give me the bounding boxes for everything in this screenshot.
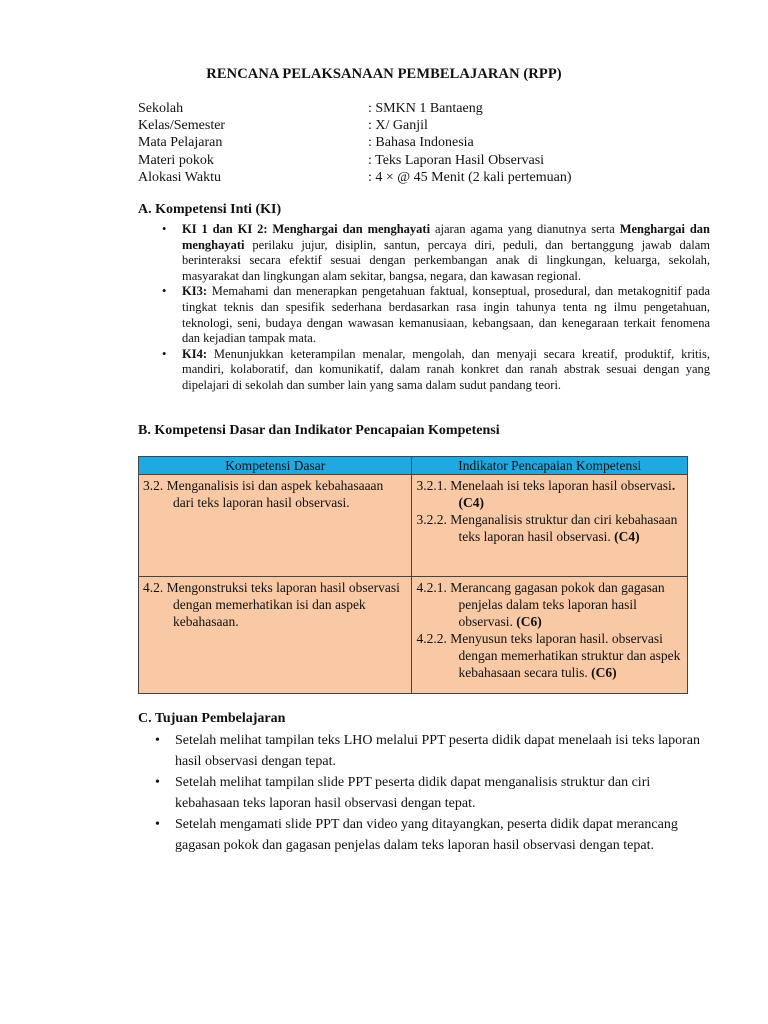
indicator-item bbox=[416, 630, 683, 681]
ki4-item bbox=[160, 347, 710, 394]
ki3-item bbox=[160, 284, 710, 346]
ki12-bold2: Menghargai dan menghayati bbox=[182, 222, 710, 252]
document-title: RENCANA PELAKSANAAN PEMBELAJARAN (RPP) bbox=[206, 66, 562, 82]
list-item bbox=[155, 814, 715, 856]
col-header-indicator: Indikator Pencapaian Kompetensi bbox=[412, 457, 688, 475]
kd-text: 3.2. Menganalisis isi dan aspek kebahasaaan dari teks laporan hasil observasi. bbox=[143, 478, 384, 510]
ki12-text1: ajaran agama yang dianutnya serta bbox=[430, 222, 620, 236]
indicator-cell bbox=[412, 475, 688, 577]
indicator-item bbox=[416, 579, 683, 630]
info-label: Kelas/Semester bbox=[138, 118, 226, 134]
info-value: : Teks Laporan Hasil Observasi bbox=[368, 152, 545, 168]
table-row bbox=[139, 475, 688, 577]
ki3-text: Memahami dan menerapkan pengetahuan faktual, konseptual, prosedural, dan metakognitif pada tingkat teknis dan spesifik sederhana berdasarkan rasa ingin tahunya tenta ng ilmu pengetahuan, teknologi, seni, budaya dengan wawasan kemanusiaan, kebangsaan, dan kenegaraan terkait fenomena dan kejadian tampak mata. bbox=[182, 284, 710, 346]
list-item bbox=[155, 730, 715, 772]
section-c-heading: C. Tujuan Pembelajaran bbox=[138, 711, 286, 726]
objective-text: Setelah mengamati slide PPT dan video yang ditayangkan, peserta didik dapat merancang gagasan pokok dan gagasan penjelas dalam teks laporan hasil observasi dengan tepat. bbox=[175, 817, 678, 853]
bullet-icon: • bbox=[155, 733, 160, 748]
indicator-text: 4.2.2. Menyusun teks laporan hasil. observasi dengan memerhatikan struktur dan aspek kebahasaan secara tulis. bbox=[416, 631, 681, 680]
ki12-item bbox=[160, 222, 710, 284]
kd-text: 4.2. Mengonstruksi teks laporan hasil observasi dengan memerhatikan isi dan aspek kebahasaan. bbox=[143, 580, 400, 629]
ki4-text: Menunjukkan keterampilan menalar, mengolah, dan menyaji secara kreatif, produktif, kritis, mandiri, kolaboratif, dan komunikatif, dalam ranah konkret dan ranah abstrak sesuai dengan yang dipelajari di sekolah dan sumber lain yang sama dalam sudut pandang teori. bbox=[182, 346, 710, 392]
info-value: : X/ Ganjil bbox=[368, 118, 428, 134]
indicator-item bbox=[416, 477, 683, 511]
bullet-icon: • bbox=[162, 284, 167, 299]
info-value: : Bahasa Indonesia bbox=[368, 135, 474, 151]
indicator-level: . (C4) bbox=[458, 478, 676, 510]
info-label: Alokasi Waktu bbox=[138, 169, 221, 185]
kd-cell bbox=[139, 475, 412, 577]
bullet-icon: • bbox=[155, 775, 160, 790]
indicator-level: (C4) bbox=[614, 529, 640, 544]
indicator-level: (C6) bbox=[516, 614, 542, 629]
ki4-bold: KI4: bbox=[182, 346, 207, 361]
objectives-list bbox=[155, 730, 715, 856]
list-item bbox=[155, 772, 715, 814]
bullet-icon: • bbox=[162, 222, 167, 236]
col-header-kd: Kompetensi Dasar bbox=[139, 457, 412, 475]
objective-text: Setelah melihat tampilan slide PPT peserta didik dapat menganalisis struktur dan ciri kebahasaan teks laporan hasil observasi dengan tepat. bbox=[175, 775, 651, 811]
indicator-cell bbox=[412, 577, 688, 694]
kd-cell bbox=[139, 577, 412, 694]
indicator-level: (C6) bbox=[591, 665, 617, 680]
indicator-text: 3.2.1. Menelaah isi teks laporan hasil observasi bbox=[416, 478, 672, 493]
table-header-row bbox=[139, 457, 688, 475]
indicator-text: 4.2.1. Merancang gagasan pokok dan gagasan penjelas dalam teks laporan hasil observasi. bbox=[416, 580, 665, 629]
table-row bbox=[139, 577, 688, 694]
bullet-icon: • bbox=[162, 346, 167, 361]
info-label: Materi pokok bbox=[138, 152, 214, 168]
section-a-heading: A. Kompetensi Inti (KI) bbox=[138, 202, 282, 217]
ki12-bold1: KI 1 dan KI 2: Menghargai dan menghayati bbox=[182, 222, 431, 236]
competency-table bbox=[138, 456, 688, 694]
indicator-text: 3.2.2. Menganalisis struktur dan ciri kebahasaan teks laporan hasil observasi. bbox=[416, 512, 678, 544]
section-b-heading: B. Kompetensi Dasar dan Indikator Pencapaian Kompetensi bbox=[138, 423, 500, 438]
info-label: Mata Pelajaran bbox=[138, 135, 223, 151]
ki3-bold: KI3: bbox=[182, 284, 207, 299]
info-label: Sekolah bbox=[138, 101, 184, 116]
bullet-icon: • bbox=[155, 817, 160, 832]
indicator-item bbox=[416, 511, 683, 545]
ki12-text2: perilaku jujur, disiplin, santun, percaya diri, peduli, dan bertanggung jawab dalam berinteraksi secara efektif sesuai dengan perkembangan anak di lingkungan, keluarga, sekolah, masyarakat dan lingkungan alam sekitar, bangsa, negara, dan kawasan regional. bbox=[182, 237, 710, 283]
info-value: : SMKN 1 Bantaeng bbox=[368, 101, 483, 116]
objective-text: Setelah melihat tampilan teks LHO melalui PPT peserta didik dapat menelaah isi teks laporan hasil observasi dengan tepat. bbox=[175, 733, 700, 769]
info-value: : 4 × @ 45 Menit (2 kali pertemuan) bbox=[368, 169, 572, 185]
ki-list bbox=[160, 222, 710, 394]
